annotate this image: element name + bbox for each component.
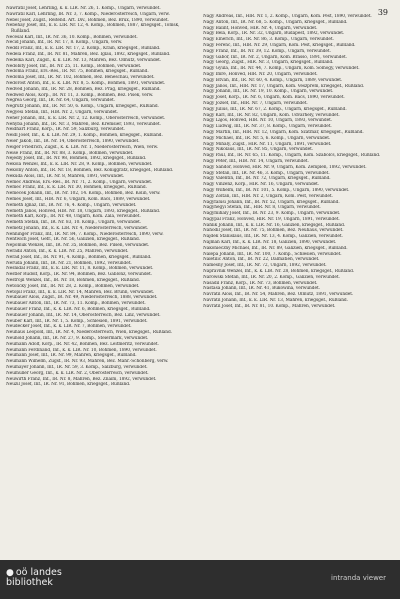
register-entry: Neddl Franz, Inf., k. k. LIR. Nr. 17, 2. Komp., Krain, kriegsgef., Rußland. xyxy=(6,46,161,52)
register-entry: Nagy Bela, Korp., IR. Nr. 32, Ungarn, Budapest, 1892, verwundet. xyxy=(203,31,345,37)
register-entry: Neubauer Alois, Zugsf., IR. Nr. 49, Niederösterreich, 1888, verwundet. xyxy=(6,295,158,301)
viewer-label[interactable]: intranda viewer xyxy=(331,574,386,582)
register-entry: Nahlik Johann, Inf., k. k. LIR. Nr. 16, Galizien, kriegsgef., Rußland. xyxy=(203,222,346,228)
viewer-footer xyxy=(0,560,400,599)
register-entry: Nagy Gabor, Inf., IR. Nr. 2, Ungarn, Kom. Brassó, 1891, verwundet. xyxy=(203,54,347,60)
register-entry: Nagy Vinzenz, Korp., HIR. Nr. 16, Ungarn, verwundet. xyxy=(203,182,320,188)
register-entry: Nagy Franz, Inf., IR. Nr. 39, 12. Komp., Ungarn, verwundet. xyxy=(203,48,331,54)
register-entry: Nagy Georg, Zugsf., HIR. Nr. 3, Ungarn, kriegsgef., Rußland. xyxy=(203,60,334,66)
register-entry: Neubauer Franz, Inf., k. k. LIR. Nr. 6, Böhmen, kriegsgef., Rußland. xyxy=(6,307,151,313)
register-entry: Nedoma Franz, Ers.-Res., IR. Nr. 75, Böhmen, kriegsgef., Rußland. xyxy=(6,69,149,75)
register-entry: Navrátil Alois, Inf., IR. Nr. 54, Mähren, Bez. Olmütz, 1891, verwundet. xyxy=(203,292,354,298)
register-entry: Nemetz Johann, Inf., k. k. LIR. Nr. 4, Niederösterreich, verwundet. xyxy=(6,225,149,231)
register-entry: Nalepa Johann, Inf., IR. Nr. 100, 7. Komp., Schlesien, verwundet. xyxy=(203,251,342,257)
register-entry: Nentwich Josef, Gefr., IR. Nr. 56, Galizien, kriegsgef., Rußland. xyxy=(6,237,141,243)
register-entry: Necesal Karl, Inf., IR. Nr. 36, 10. Komp., Böhmen, verwundet. xyxy=(6,34,138,40)
register-entry: Nenninger Franz, Inf., IR. Nr. 84, 7. Komp., Niederösterreich, 1890, verw. xyxy=(6,231,164,237)
register-entry: Nagyhegyi Stefan, Inf., HIR. Nr. 8, Ungarn, verwundet. xyxy=(203,205,321,211)
register-entry: Nagy János, Inf., HIR. Nr. 17, Ungarn, Kom. Veszprém, kriegsgef., Rußland. xyxy=(203,83,365,89)
register-entry: Neumann Josef, Inf., IR. Nr. 99, Mähren, kriegsgef., Rußland. xyxy=(6,353,137,359)
register-entry: Nagy Anton, Inf., IR. Nr. 68, 5. Komp., Ungarn, kriegsgef., Rußland. xyxy=(203,19,348,25)
register-entry: Neuhaus Leopold, Inf., IR. Nr. 4, Niederösterreich, Wien, kriegsgef., Rußland. xyxy=(6,330,173,336)
register-entry: Nepomuk Wenzel, Inf., IR. Nr. 35, Böhmen, Bez. Pilsen, verwundet. xyxy=(6,243,150,249)
register-entry: Nahodil Josef, Inf., IR. Nr. 75, Böhmen, Bez. Neuhaus, verwundet. xyxy=(203,228,344,234)
register-entry: Nagy Stefan, Inf., IR. Nr. 46, 3. Komp., Ungarn, verwundet. xyxy=(203,170,330,176)
register-entry: Neher Johann, Inf., k. k. LIR. Nr. 2, 12. Komp., Oberösterreich, verwundet. xyxy=(6,115,166,121)
register-entry: Nagy Martin, Inf., HIR. Nr. 12, Ungarn, Kom. Szatmár, kriegsgef., Rußland. xyxy=(203,129,364,135)
register-entry: Neidl Josef, Inf., k. k. LIR. Nr. 29, 1. Komp., Böhmen, kriegsgef., Rußland. xyxy=(6,133,163,139)
register-entry: Nastasă Johann, Inf., IR. Nr. 41, Bukowina, verwundet. xyxy=(203,286,320,292)
register-entry: Negrea Georg, Inf., IR. Nr. 64, Ungarn, verwundet. xyxy=(6,98,115,104)
register-entry: Nestrojil Wenzel, Inf., IR. Nr. 18, Böhmen, kriegsgef., Rußland. xyxy=(6,278,141,284)
register-entry: Neubauer Johann, Inf., IR. Nr. 14, Oberösterreich, Bez. Linz, verwundet. xyxy=(6,312,161,318)
register-entry: Nagy Josef, Korp., IR. Nr. 6, Ungarn, Kom. Bács, 1890, verwundet. xyxy=(203,95,345,101)
register-entry: Nesnídal Franz, Inf., k. k. LIR. Nr. 11, 8. Komp., Böhmen, verwundet. xyxy=(6,266,154,272)
register-entry: Neumüller Georg, Inf., k. k. LIR. Nr. 2, Oberösterreich, verwundet. xyxy=(6,370,149,376)
register-entry: Nedelka Karl, Zugsf., k. k. LIR. Nr. 13, Mähren, Bez. Olmütz, verwundet. xyxy=(6,57,162,63)
register-entry: Netolický Josef, Inf., IR. Nr. 28, 2. Komp., Böhmen, verwundet. xyxy=(6,283,140,289)
register-entry: Narowski Stefan, Inf., IR. Nr. 20, 2. Komp., Galizien, verwundet. xyxy=(203,274,340,280)
register-entry: Navrátil Johann, Inf., k. k. LIR. Nr. 13, Mähren, kriegsgef., Rußland. xyxy=(203,298,348,304)
register-entry: Nagy Ferenc, Inf., HIR. Nr. 29, Ungarn, Kom. Pest, kriegsgef., Rußland. xyxy=(203,42,356,48)
logo-line-1: oö landes xyxy=(15,567,62,578)
register-entry: Nagy Lajos, Honvéd, HIR. Nr. 10, Ungarn, 1893, verwundet. xyxy=(203,118,333,124)
register-entry: Neidhart Franz, Korp., IR. Nr. 59, Salzburg, verwundet. xyxy=(6,127,125,133)
register-entry: Neudecker Josef, Inf., k. k. LIR. Nr. 7, Böhmen, verwundet. xyxy=(6,324,132,330)
register-entry: Nagymihály Josef, Inf., IR. Nr. 23, 9. Komp., Ungarn, verwundet. xyxy=(203,211,341,217)
register-entry: Nawratil Karl, Lehrling, IR. Nr. 3, 7. Komp., Niederösterreich, Ungarn, verw. xyxy=(6,11,170,17)
register-entry: Nawratil Josef, Lehrling, k. k. LIR. Nr. 26, 1. Komp., Ungarn, verwundet. xyxy=(6,6,161,11)
register-entry: Nemes Josef, Inf., HIR. Nr. 6, Ungarn, Kom. Bács, 1889, verwundet. xyxy=(6,196,151,202)
register-entry: Negyesi Stefan, Inf., HIR. Nr. 2, Ungarn, verwundet. xyxy=(6,109,119,115)
register-entry: Neise Franz, Inf., IR. Nr. 88, 3. Komp., Böhmen, verwundet. xyxy=(6,150,134,156)
register-entry: Neuber Karl, Inf., IR. Nr. 1, 5. Komp., Schlesien, 1891, verwundet. xyxy=(6,318,148,324)
register-entry: Najman Karl, Inf., k. k. LIR. Nr. 18, Galizien, 1890, verwundet. xyxy=(203,240,337,246)
register-entry: Nebehay Josef, Inf., k. k. LIR. Nr. 12, 4. Komp., Böhmen, 1887, kriegsgef., Tomsk, Rußland. xyxy=(6,23,180,34)
register-entry: Nagypál Franz, Honvéd, HIR. Nr. 19, Ungarn, 1891, verwundet. xyxy=(203,216,340,222)
register-entry: Neužil Josef, Inf., IR. Nr. 91, Böhmen, kriegsgef., Rußland. xyxy=(6,382,131,388)
register-entry: Nemeth Karl, Korp., IR. Nr. 48, Ungarn, Kom. Zala, verwundet. xyxy=(6,214,141,220)
register-entry: Nagy Paul, Inf., IR. Nr. 65, 11. Komp., Ungarn, Kom. Szabolcs, kriegsgef., Rußland. xyxy=(203,153,381,159)
register-entry: Nagy Johann, Inf., IR. Nr. 19, 10. Komp., Ungarn, verwundet. xyxy=(203,89,334,95)
register-entry: Neuhold Johann, Inf., IR. Nr. 27, 9. Komp., Steiermark, verwundet. xyxy=(6,336,149,342)
register-entry: Neubauer Anton, Inf., IR. Nr. 73, 11. Komp., Böhmen, verwundet. xyxy=(6,301,146,307)
register-entry: Nemec Andreas, Ers.-Res., IR. Nr. 71, 2. Komp., Ungarn, verwundet. xyxy=(6,179,153,185)
register-entry: Napravnik Wenzel, Inf., k. k. LIR. Nr. 28, Böhmen, kriegsgef., Rußland. xyxy=(203,269,355,275)
register-entry: Nagy Peter, Inf., HIR. Nr. 14, Ungarn, verwundet. xyxy=(203,158,309,164)
register-entry: Najdek Stanislaus, Inf., IR. Nr. 13, 4. Komp., Galizien, verwundet. xyxy=(203,234,343,240)
register-entry: Nagy Michael, Inf., IR. Nr. 5, 6. Komp., Ungarn, verwundet. xyxy=(203,135,331,141)
register-entry: Nedwed Alois, Korp., IR. Nr. 11, 3. Komp., Böhmen, Bez. Pisek, verw. xyxy=(6,92,154,98)
register-entry: Nekuda Alois, Inf., IR. Nr. 8, Mähren, 1891, verwundet. xyxy=(6,173,125,179)
register-entry: Nemeth János, Honvéd, HIR. Nr. 18, Ungarn, 1893, kriegsgef., Rußland. xyxy=(6,208,161,214)
register-entry: Nagy Andreas, Inf., HIR. Nr. 1, 2. Komp., Ungarn, Kom. Pest, 1890, verwundet. xyxy=(203,14,372,19)
register-entry: Nagyfalusi Johann, Inf., IR. Nr. 52, Ungarn, kriegsgef., Rußland. xyxy=(203,199,340,205)
register-entry: Navrátil Josef, Inf., IR. Nr. 81, 10. Komp., Mähren, verwundet. xyxy=(203,303,336,309)
register-entry: Negrutz Johann, Inf., IR. Nr. 50, 6. Komp., Ungarn, kriegsgef., Rußland. xyxy=(6,104,159,110)
register-entry: Nedorost Anton, Inf., k. k. LIR. Nr. 8, 5. Komp., Böhmen, 1891, verwundet. xyxy=(6,80,166,86)
register-entry: Neradil Anton, Inf., k. k. LIR. Nr. 25, Mähren, verwundet. xyxy=(6,249,129,255)
register-entry: Nebel Josef, Zugsf., Reitend. Art. Div., Böhmen, Bez. Brüx, 1890, verwundet. xyxy=(6,17,169,23)
register-entry: Nakonieczny Michael, Inf., IR. Nr. 89, Galizien, kriegsgef., Rußland. xyxy=(203,245,348,251)
register-entry: Nedvěd Johann, Inf., IR. Nr. 28, Böhmen, Bez. Prag, kriegsgef., Rußland. xyxy=(6,86,161,92)
register-entry: Nagy Ludwig, Inf., IR. Nr. 37, 8. Komp., Ungarn, verwundet. xyxy=(203,124,332,130)
register-entry: Netopil Franz, Inf., k. k. LIR. Nr. 14, Mähren, Bez. Brünn, verwundet. xyxy=(6,289,155,295)
library-logo[interactable] xyxy=(6,568,62,588)
register-entry: Nagy Valentin, Inf., IR. Nr. 72, Ungarn, kriegsgef., Rußland. xyxy=(203,176,331,182)
register-entry: Nagy István, Inf., IR. Nr. 60, 4. Komp., Ungarn, 1889, verwundet. xyxy=(203,77,343,83)
register-entry: Nedela Franz, Inf., IR. Nr. 81, Mähren, Bez. Iglau, 1892, kriegsgef., Rußland. xyxy=(6,51,171,57)
register-entry: Nagy Gyula, Inf., IR. Nr. 44, 7. Komp., Ungarn, Kom. Somogy, verwundet. xyxy=(203,66,360,72)
register-entry: Nekolný Anton, Inf., IR. Nr. 18, Böhmen, Bez. Königgrätz, kriegsgef., Rußland. xyxy=(6,167,174,173)
register-entry: Nagy Wilhelm, Inf., IR. Nr. 101, 5. Komp., Ungarn, 1890, verwundet. xyxy=(203,187,350,193)
register-entry: Necid Johann, Inf., IR. Nr. 17, 8. Komp., Ungarn, verw. xyxy=(6,40,123,46)
register-entry: Namesny Josef, Inf., IR. Nr. 72, Ungarn, 1892, verwundet. xyxy=(203,263,327,269)
register-entry: Neumayer Johann, Inf., IR. Nr. 59, 3. Komp., Salzburg, verwundet. xyxy=(6,365,148,371)
register-entry: Nagy Julius, Inf., IR. Nr. 67, 2. Komp., Ungarn, kriegsgef., Rußland. xyxy=(203,106,347,112)
logo-line-2: bibliothek xyxy=(6,577,53,588)
register-entry: Nehyba Johann, Inf., IR. Nr. 3, Mähren, Bez. Kremsier, 1893, verwundet. xyxy=(6,121,161,127)
register-entry: Neumann Wilhelm, Zugsf., IR. Nr. 93, Mähren, Bez. Mähr.-Schönberg, verw. xyxy=(6,359,169,365)
register-entry: Nagy Nikolaus, Inf., IR. Nr. 85, Ungarn, verwundet. xyxy=(203,147,314,153)
register-entry: Neruda Johann, Inf., IR. Nr. 21, Böhmen, 1892, verwundet. xyxy=(6,260,132,266)
logo-mark-icon: ● xyxy=(6,568,14,578)
right-column xyxy=(203,14,388,310)
register-entry: Nerad Josef, Inf., IR. Nr. 91, 4. Komp., Böhmen, kriegsgef., Rußland. xyxy=(6,254,152,260)
register-entry: Nagy Karl, Inf., IR. Nr. 82, Ungarn, Kom. Udvarhely, verwundet. xyxy=(203,112,340,118)
left-column xyxy=(6,6,191,388)
register-entry: Nagy József, Inf., HIR. Nr. 7, Ungarn, verwundet. xyxy=(203,100,308,106)
register-entry: Neiger Friedrich, Zugsf., k. k. LIR. Nr. 1, Niederösterreich, Wien, verw. xyxy=(6,144,159,150)
register-entry: Nestler Rudolf, Korp., IR. Nr. 94, Böhmen, Bez. Gablonz, verwundet. xyxy=(6,272,153,278)
register-entry: Neumann Adolf, Korp., IR. Nr. 42, Böhmen, Bez. Leitmeritz, verwundet. xyxy=(6,341,159,347)
register-entry: Nemec Franz, Inf., k. k. LIR. Nr. 30, Böhmen, kriegsgef., Rußland. xyxy=(6,185,147,191)
register-entry: Nagy Mihály, Zugsf., HIR. Nr. 11, Ungarn, 1891, verwundet. xyxy=(203,141,332,147)
register-entry: Neier Jakob, Inf., IR. Nr. 14, Oberösterreich, 1890, verwundet. xyxy=(6,138,140,144)
register-entry: Neuwirth Franz, Inf., IR. Nr. 8, Mähren, Bez. Znaim, 1892, verwundet. xyxy=(6,376,157,382)
register-entry: Nekola Wenzel, Inf., k. k. LIR. Nr. 28, 9. Komp., Böhmen, verwundet. xyxy=(6,162,153,168)
register-entry: Nedobitý Josef, Inf., IR. Nr. 25, 11. Komp., Böhmen, verwundet. xyxy=(6,63,142,69)
register-entry: Nagy Zoltán, Inf., HIR. Nr. 2, Ungarn, Kom. Pest, verwundet. xyxy=(203,193,333,199)
register-entry: Nedoma Josef, Inf., IR. Nr. 102, Böhmen, Bez. Beneschau, verwundet. xyxy=(6,75,155,81)
register-entry: Naletilić Anton, Inf., IR. Nr. 22, Dalmatien, verwundet. xyxy=(203,257,320,263)
register-entry: Nagy Imre, Honvéd, HIR. Nr. 20, Ungarn, verwundet. xyxy=(203,71,318,77)
register-entry: Neumann Ferdinand, Inf., k. k. LIR. Nr. 10, Böhmen, 1890, verwundet. xyxy=(6,347,157,353)
register-entry: Nemeth Ignaz, Inf., IR. Nr. 76, 4. Komp., Ungarn, verwundet. xyxy=(6,202,137,208)
register-entry: Nejedlý Josef, Inf., IR. Nr. 98, Böhmen, 1892, kriegsgef., Rußland. xyxy=(6,156,147,162)
register-entry: Nemeth Stefan, Inf., IR. Nr. 83, 10. Komp., Ungarn, verwundet. xyxy=(6,220,142,226)
register-entry: Nagy Sándor, Honvéd, HIR. Nr. 9, Ungarn, Kom. Zemplén, 1892, verwundet. xyxy=(203,164,367,170)
page-number: 39 xyxy=(377,8,388,17)
register-entry: Nagy Balint, Honvéd, HIR. Nr. 4, Ungarn, verwundet. xyxy=(203,25,318,31)
register-entry: Nemecek Johann, Inf., IR. Nr. 102, 14. Komp., Böhmen, Bez. Kolin, verw. xyxy=(6,191,161,197)
register-entry: Nagy Emerich, Inf., IR. Nr. 86, 3. Komp., Ungarn, verwundet. xyxy=(203,37,334,43)
register-entry: Nasadil Franz, Korp., IR. Nr. 73, Böhmen, verwundet. xyxy=(203,280,318,286)
